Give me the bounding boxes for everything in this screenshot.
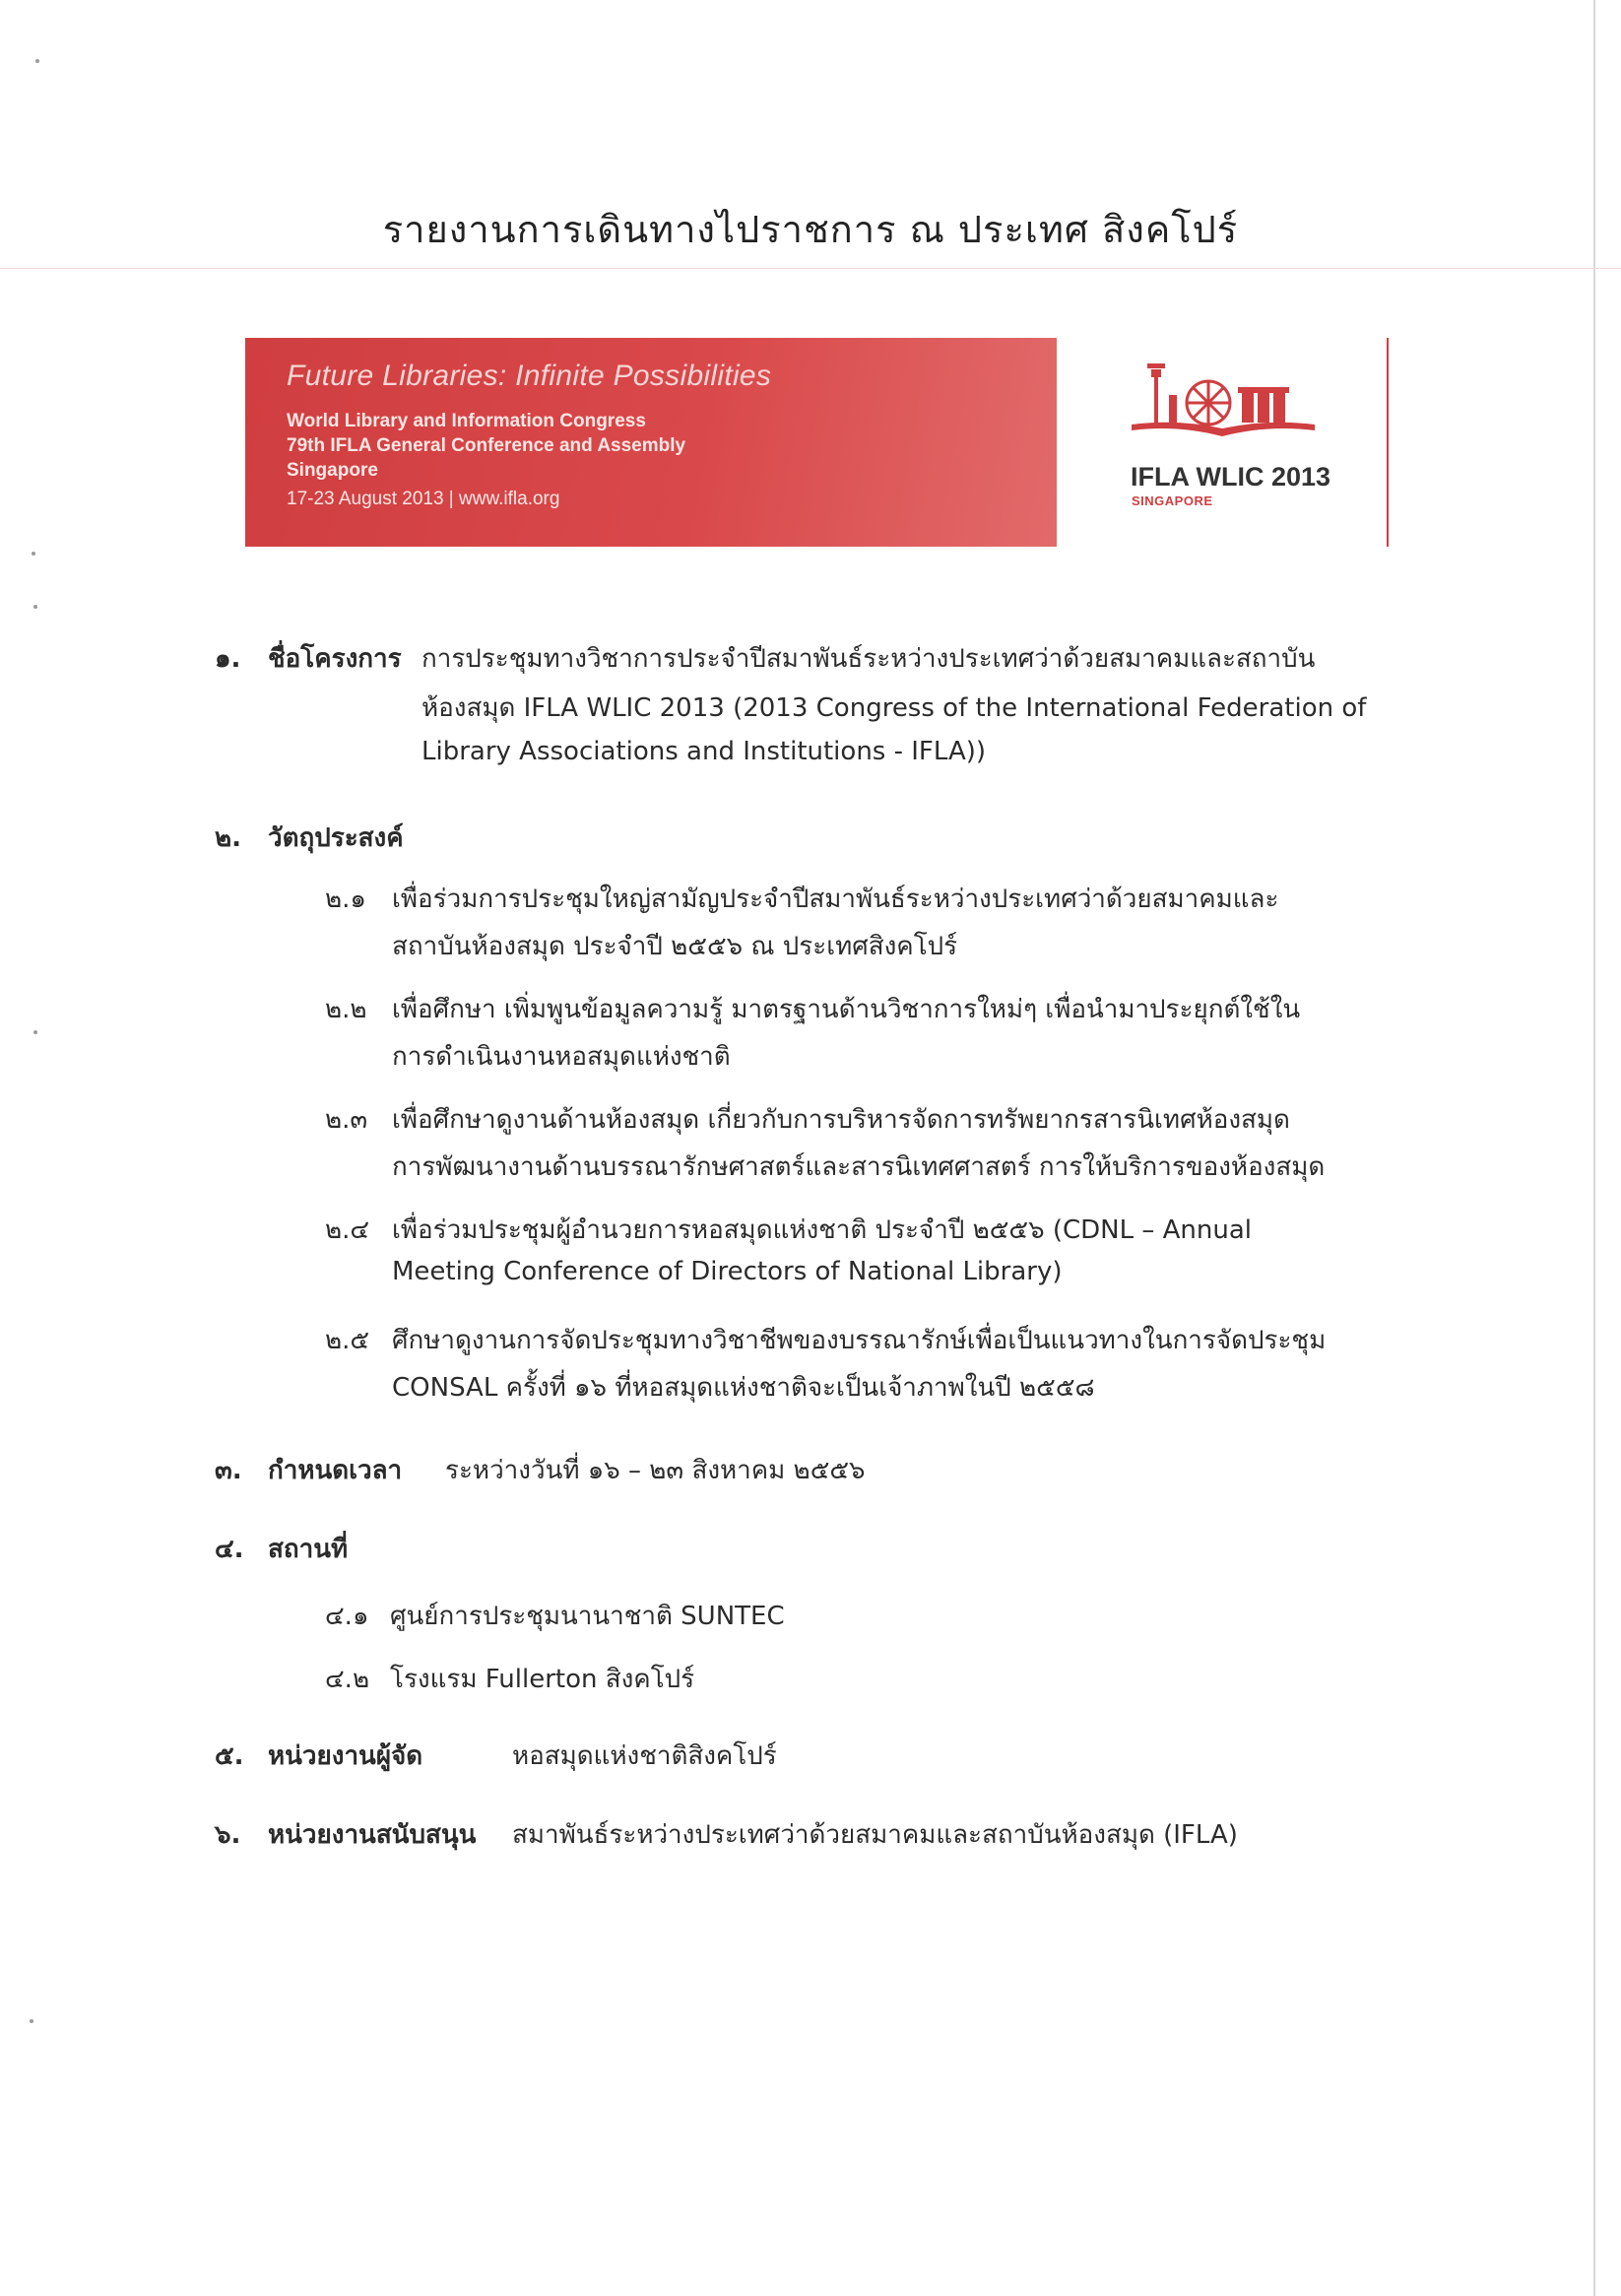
- venue-number: ๔.๑: [325, 1602, 369, 1631]
- objective-number: ๒.๔: [325, 1215, 370, 1245]
- section-1-label: ชื่อโครงการ: [268, 644, 402, 674]
- section-5-label: หน่วยงานผู้จัด: [268, 1741, 423, 1771]
- page-edge-line: [1593, 0, 1595, 2296]
- section-5-number: ๕.: [215, 1741, 244, 1771]
- objective-text: ศึกษาดูงานการจัดประชุมทางวิชาชีพของบรรณารักษ์เพื่อเป็นแนวทางในการจัดประชุม: [392, 1326, 1327, 1355]
- banner-line: Singapore: [287, 460, 378, 481]
- objective-text: การพัฒนางานด้านบรรณารักษศาสตร์และสารนิเทศศาสตร์ การให้บริการของห้องสมุด: [392, 1152, 1326, 1182]
- section-5-value: หอสมุดแห่งชาติสิงคโปร์: [512, 1741, 777, 1771]
- top-rule: [0, 268, 1621, 269]
- venue-text: ศูนย์การประชุมนานาชาติ SUNTEC: [390, 1602, 785, 1631]
- ifla-logo-panel: [1057, 338, 1389, 547]
- scan-speck: [30, 2019, 33, 2023]
- section-2-label: วัตถุประสงค์: [268, 823, 404, 853]
- venue-text: โรงแรม Fullerton สิงคโปร์: [390, 1665, 695, 1694]
- ifla-skyline-logo-icon: [1128, 356, 1325, 454]
- banner-tagline: Future Libraries: Infinite Possibilities: [287, 360, 772, 392]
- logo-city: SINGAPORE: [1132, 493, 1213, 508]
- objective-number: ๒.๑: [325, 885, 366, 914]
- banner-line: 79th IFLA General Conference and Assembly: [287, 435, 686, 456]
- section-6-label: หน่วยงานสนับสนุน: [268, 1820, 477, 1850]
- objective-text: เพื่อร่วมประชุมผู้อำนวยการหอสมุดแห่งชาติ ประจำปี ๒๕๕๖ (CDNL – Annual: [392, 1215, 1253, 1245]
- section-4-label: สถานที่: [268, 1535, 349, 1564]
- objective-number: ๒.๒: [325, 995, 367, 1024]
- section-3-number: ๓.: [215, 1456, 242, 1485]
- objective-text: การดำเนินงานหอสมุดแห่งชาติ: [392, 1042, 731, 1072]
- section-1-number: ๑.: [215, 644, 241, 674]
- objective-text: เพื่อร่วมการประชุมใหญ่สามัญประจำปีสมาพันธ์ระหว่างประเทศว่าด้วยสมาคมและ: [392, 885, 1279, 914]
- objective-text: เพื่อศึกษา เพิ่มพูนข้อมูลความรู้ มาตรฐานด้านวิชาการใหม่ๆ เพื่อนำมาประยุกต์ใช้ใน: [392, 995, 1301, 1024]
- objective-text: CONSAL ครั้งที่ ๑๖ ที่หอสมุดแห่งชาติจะเป็นเจ้าภาพในปี ๒๕๕๘: [392, 1373, 1095, 1403]
- logo-name: IFLA WLIC 2013: [1131, 462, 1331, 492]
- section-1-text: Library Associations and Institutions - IFLA)): [421, 737, 987, 766]
- objective-text: Meeting Conference of Directors of National Library): [392, 1257, 1063, 1286]
- objective-text: เพื่อศึกษาดูงานด้านห้องสมุด เกี่ยวกับการบริหารจัดการทรัพยากรสารนิเทศห้องสมุด: [392, 1105, 1290, 1135]
- banner-line: World Library and Information Congress: [287, 411, 646, 431]
- page-title: รายงานการเดินทางไปราชการ ณ ประเทศ สิงคโปร์: [382, 208, 1239, 251]
- section-6-value: สมาพันธ์ระหว่างประเทศว่าด้วยสมาคมและสถาบันห้องสมุด (IFLA): [512, 1820, 1238, 1850]
- scan-speck: [33, 605, 37, 609]
- objective-text: สถาบันห้องสมุด ประจำปี ๒๕๕๖ ณ ประเทศสิงคโปร์: [392, 932, 958, 961]
- section-3-value: ระหว่างวันที่ ๑๖ – ๒๓ สิงหาคม ๒๕๕๖: [445, 1456, 866, 1485]
- section-2-number: ๒.: [215, 823, 242, 853]
- scan-speck: [33, 1030, 37, 1034]
- objective-number: ๒.๕: [325, 1326, 370, 1355]
- section-4-number: ๔.: [215, 1535, 244, 1564]
- scan-speck: [35, 59, 39, 63]
- section-1-text: การประชุมทางวิชาการประจำปีสมาพันธ์ระหว่างประเทศว่าด้วยสมาคมและสถาบัน: [421, 644, 1316, 674]
- section-6-number: ๖.: [215, 1820, 241, 1850]
- section-1-text: ห้องสมุด IFLA WLIC 2013 (2013 Congress of the International Federation of: [421, 693, 1367, 723]
- section-3-label: กำหนดเวลา: [268, 1456, 403, 1485]
- conference-banner: [245, 338, 1057, 547]
- objective-number: ๒.๓: [325, 1105, 368, 1135]
- venue-number: ๔.๒: [325, 1665, 370, 1694]
- banner-date-url: 17-23 August 2013 | www.ifla.org: [287, 489, 560, 509]
- scan-speck: [32, 552, 35, 556]
